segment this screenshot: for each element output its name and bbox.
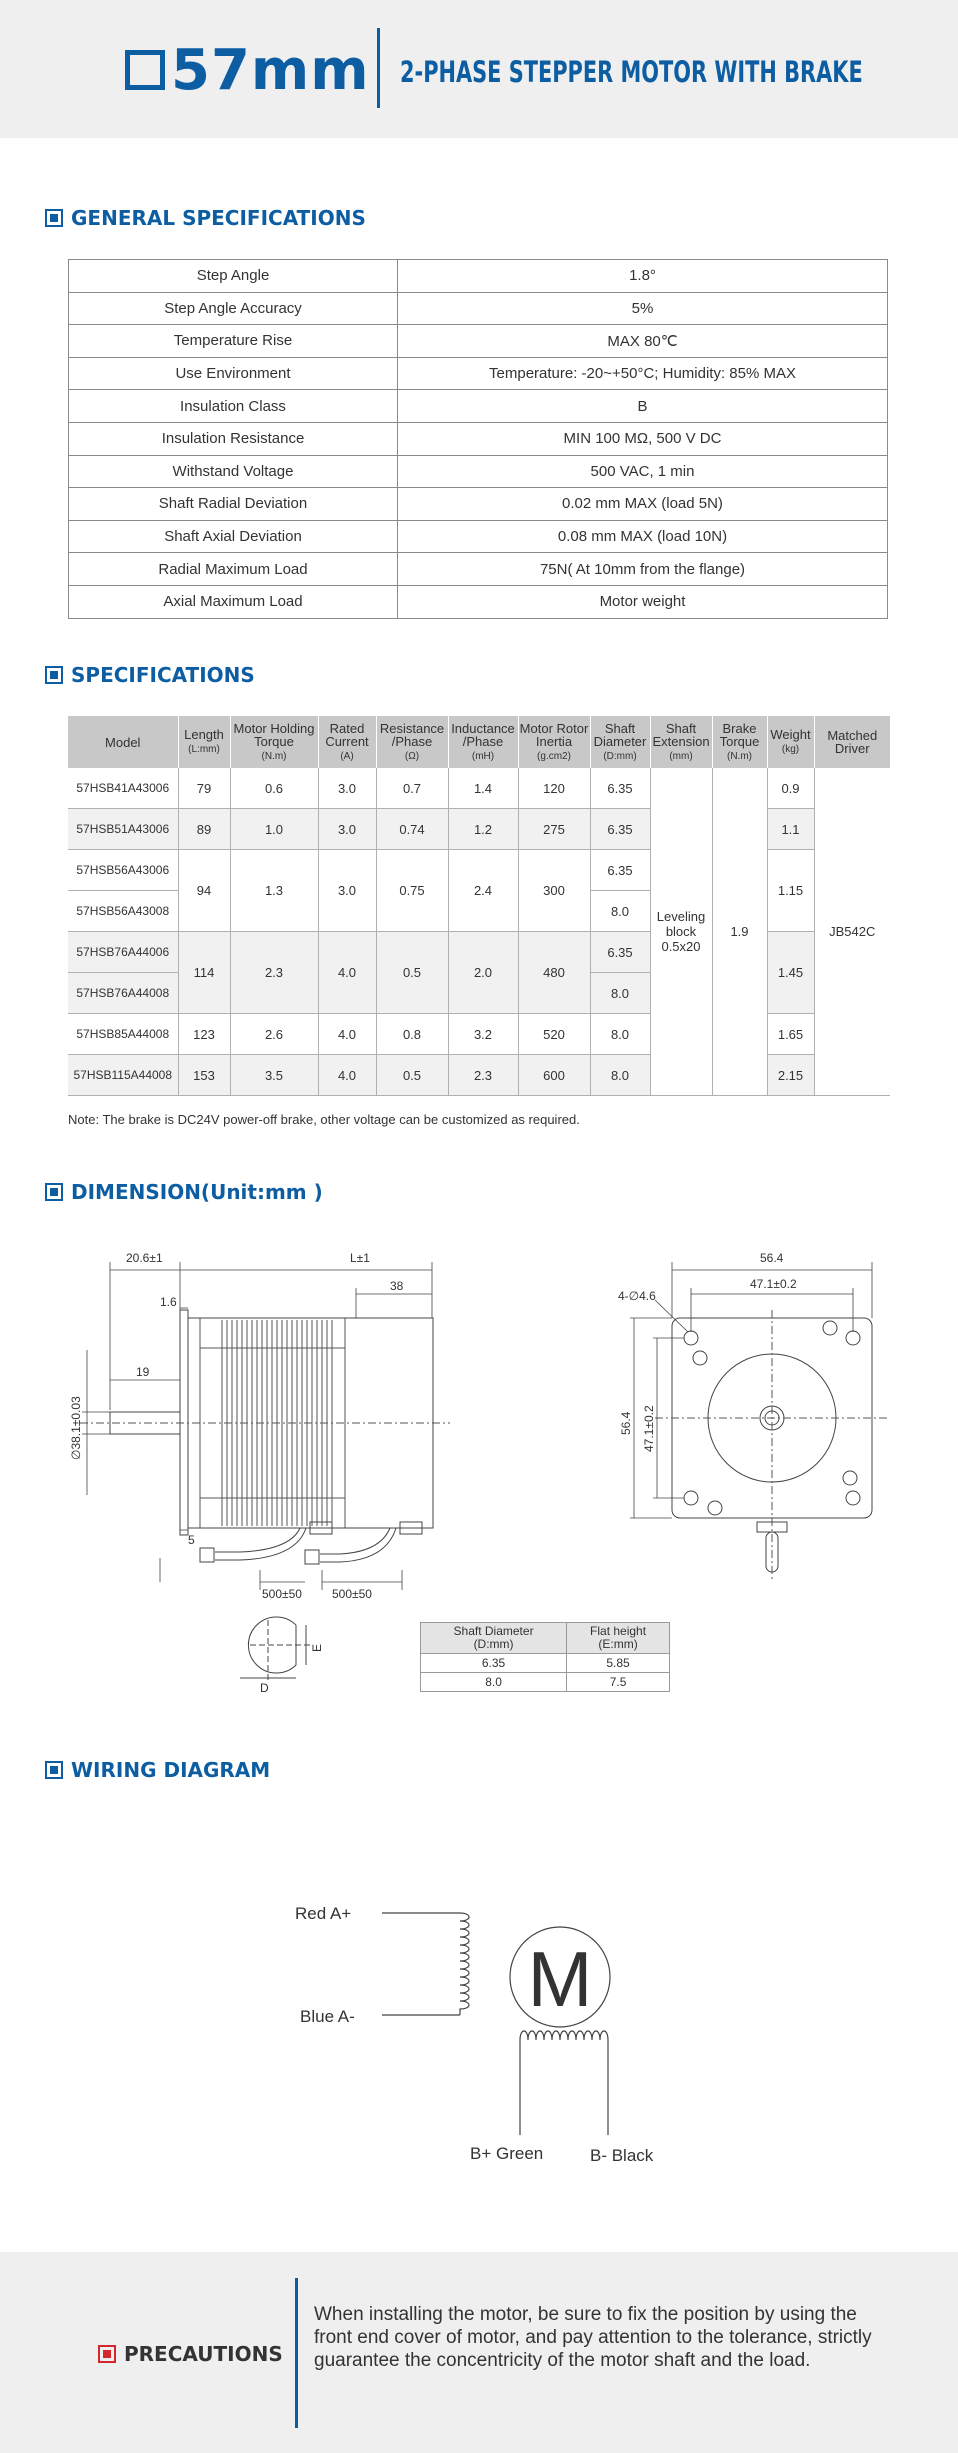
spec-value: 5% [398,292,888,325]
resistance-cell: 0.75 [376,850,448,932]
model-cell: 57HSB115A44008 [68,1055,178,1096]
dim-label: 19 [136,1365,150,1379]
torque-cell: 1.0 [230,809,318,850]
wire-blue-label: Blue A- [300,2007,355,2026]
current-cell: 3.0 [318,768,376,809]
wire-black-label: B- Black [590,2146,654,2165]
table-row [69,260,888,293]
specifications-section-title [45,663,255,687]
table-row [68,809,890,850]
col-header: Shaft Extension (mm) [650,716,712,768]
table-row [68,850,890,891]
model-cell: 57HSB85A44008 [68,1014,178,1055]
current-cell: 4.0 [318,932,376,1014]
spec-label: Step Angle Accuracy [69,292,398,325]
table-row [68,1014,890,1055]
flat-height-table [420,1622,670,1692]
torque-cell: 2.6 [230,1014,318,1055]
col-header: Resistance /Phase (Ω) [376,716,448,768]
header-divider [377,28,380,108]
resistance-cell: 0.74 [376,809,448,850]
section-square-icon [45,1183,63,1201]
driver-cell: JB542C [814,768,890,1096]
table-row [69,520,888,553]
spec-label: Axial Maximum Load [69,585,398,618]
inertia-cell: 275 [518,809,590,850]
spec-label: Use Environment [69,357,398,390]
header-title [125,30,370,110]
model-cell: 57HSB56A43006 [68,850,178,891]
current-cell: 4.0 [318,1014,376,1055]
col-header: Motor Holding Torque (N.m) [230,716,318,768]
table-header-row [68,716,890,768]
table-row [69,553,888,586]
table-cell: 7.5 [567,1673,670,1692]
dim-label: 56.4 [619,1411,633,1435]
wiring-diagram [280,1880,720,2180]
weight-cell: 2.15 [767,1055,814,1096]
dimension-title-text: DIMENSION(Unit:mm ) [71,1180,323,1204]
weight-cell: 1.45 [767,932,814,1014]
precautions-title [98,2342,283,2366]
current-cell: 4.0 [318,1055,376,1096]
shaft-cell: 6.35 [590,809,650,850]
col-header: Rated Current (A) [318,716,376,768]
length-cell: 79 [178,768,230,809]
table-row [69,357,888,390]
spec-note: Note: The brake is DC24V power-off brake, other voltage can be customized as required. [68,1112,580,1127]
shaft-section [240,1617,312,1680]
spec-value: 0.08 mm MAX (load 10N) [398,520,888,553]
table-row [69,455,888,488]
weight-cell: 0.9 [767,768,814,809]
dim-label: L±1 [350,1251,370,1265]
inductance-cell: 2.4 [448,850,518,932]
spec-label: Step Angle [69,260,398,293]
general-section-title [45,206,366,230]
dim-label: E [310,1643,324,1652]
precautions-divider [295,2278,298,2428]
spec-label: Shaft Axial Deviation [69,520,398,553]
spec-label: Shaft Radial Deviation [69,488,398,521]
shaft-cell: 8.0 [590,1014,650,1055]
spec-value: 75N( At 10mm from the flange) [398,553,888,586]
col-header: Matched Driver [814,716,890,768]
spec-value: MAX 80℃ [398,325,888,358]
shaft-cell: 8.0 [590,891,650,932]
inductance-cell: 1.2 [448,809,518,850]
spec-label: Radial Maximum Load [69,553,398,586]
section-square-icon [45,1761,63,1779]
table-row [421,1673,670,1692]
weight-cell: 1.65 [767,1014,814,1055]
coil-b [520,2031,608,2135]
spec-label: Temperature Rise [69,325,398,358]
shaft-cell: 6.35 [590,850,650,891]
inductance-cell: 3.2 [448,1014,518,1055]
col-header: Flat height (E:mm) [567,1623,670,1654]
torque-cell: 2.3 [230,932,318,1014]
dim-label: 1.6 [160,1295,177,1309]
wire-green-label: B+ Green [470,2144,544,2163]
spec-label: Withstand Voltage [69,455,398,488]
spec-value: 1.8° [398,260,888,293]
spec-value: MIN 100 MΩ, 500 V DC [398,422,888,455]
coil-a [382,1913,469,2015]
general-spec-table [68,259,888,619]
weight-cell: 1.1 [767,809,814,850]
spec-value: 500 VAC, 1 min [398,455,888,488]
section-square-icon [45,666,63,684]
col-header: Shaft Diameter (D:mm) [421,1623,567,1654]
wiring-title-text: WIRING DIAGRAM [71,1758,271,1782]
inductance-cell: 1.4 [448,768,518,809]
dim-label: D [260,1681,269,1695]
extension-cell: Leveling block 0.5x20 [650,768,712,1096]
dim-label: 38 [390,1279,404,1293]
dim-label: ∅38.1±0.03 [69,1396,83,1460]
model-cell: 57HSB41A43006 [68,768,178,809]
dim-label: 47.1±0.2 [750,1277,797,1291]
resistance-cell: 0.7 [376,768,448,809]
spec-value: 0.02 mm MAX (load 5N) [398,488,888,521]
motor-symbol-label: M [527,1935,593,2023]
table-header-row [421,1623,670,1654]
section-square-icon [45,209,63,227]
brake-cell: 1.9 [712,768,767,1096]
precautions-label: PRECAUTIONS [124,2342,283,2366]
header-size: 57mm [171,37,370,103]
dim-label: 56.4 [760,1251,784,1265]
square-icon [125,50,165,90]
table-row [69,292,888,325]
table-cell: 5.85 [567,1654,670,1673]
resistance-cell: 0.5 [376,932,448,1014]
model-cell: 57HSB76A44008 [68,973,178,1014]
length-cell: 123 [178,1014,230,1055]
dimension-section-title [45,1180,323,1204]
inertia-cell: 120 [518,768,590,809]
table-row [68,932,890,973]
table-cell: 8.0 [421,1673,567,1692]
shaft-cell: 8.0 [590,973,650,1014]
inductance-cell: 2.0 [448,932,518,1014]
specs-title-text: SPECIFICATIONS [71,663,255,687]
shaft-cell: 8.0 [590,1055,650,1096]
general-title-text: GENERAL SPECIFICATIONS [71,206,366,230]
wire-red-label: Red A+ [295,1904,352,1923]
table-cell: 6.35 [421,1654,567,1673]
model-cell: 57HSB56A43008 [68,891,178,932]
dim-label: 47.1±0.2 [642,1405,656,1452]
weight-cell: 1.15 [767,850,814,932]
inertia-cell: 480 [518,932,590,1014]
col-header: Inductance /Phase (mH) [448,716,518,768]
inertia-cell: 520 [518,1014,590,1055]
table-row [69,390,888,423]
model-cell: 57HSB51A43006 [68,809,178,850]
current-cell: 3.0 [318,850,376,932]
col-header: Shaft Diameter (D:mm) [590,716,650,768]
inertia-cell: 600 [518,1055,590,1096]
table-row [69,488,888,521]
resistance-cell: 0.8 [376,1014,448,1055]
table-row [69,422,888,455]
length-cell: 89 [178,809,230,850]
torque-cell: 1.3 [230,850,318,932]
torque-cell: 3.5 [230,1055,318,1096]
table-row [421,1654,670,1673]
header-subtitle: 2-PHASE STEPPER MOTOR WITH BRAKE [400,55,863,89]
spec-value: Temperature: -20~+50°C; Humidity: 85% MAX [398,357,888,390]
col-header: Brake Torque (N.m) [712,716,767,768]
table-row [68,1055,890,1096]
col-header: Length (L:mm) [178,716,230,768]
dim-label: 20.6±1 [126,1251,163,1265]
dim-label: 500±50 [332,1587,372,1601]
col-header: Weight (kg) [767,716,814,768]
length-cell: 94 [178,850,230,932]
inductance-cell: 2.3 [448,1055,518,1096]
length-cell: 114 [178,932,230,1014]
torque-cell: 0.6 [230,768,318,809]
table-row [69,585,888,618]
warning-square-icon [98,2345,116,2363]
precautions-text: When installing the motor, be sure to fix the position by using the front end cover of motor, and pay attention to the tolerance, strictly guarantee the concentricity of the motor shaft and the load. [314,2304,872,2371]
model-cell: 57HSB76A44006 [68,932,178,973]
spec-label: Insulation Resistance [69,422,398,455]
wiring-section-title [45,1758,270,1782]
length-cell: 153 [178,1055,230,1096]
col-header: Model [68,716,178,768]
current-cell: 3.0 [318,809,376,850]
spec-value: B [398,390,888,423]
spec-value: Motor weight [398,585,888,618]
dim-label: 5 [188,1533,195,1547]
specifications-table [68,716,890,1096]
shaft-cell: 6.35 [590,768,650,809]
col-header: Motor Rotor Inertia (g.cm2) [518,716,590,768]
spec-label: Insulation Class [69,390,398,423]
resistance-cell: 0.5 [376,1055,448,1096]
table-row [68,768,890,809]
dim-label: 500±50 [262,1587,302,1601]
inertia-cell: 300 [518,850,590,932]
table-row [69,325,888,358]
dim-label: 4-∅4.6 [618,1289,656,1303]
shaft-cell: 6.35 [590,932,650,973]
